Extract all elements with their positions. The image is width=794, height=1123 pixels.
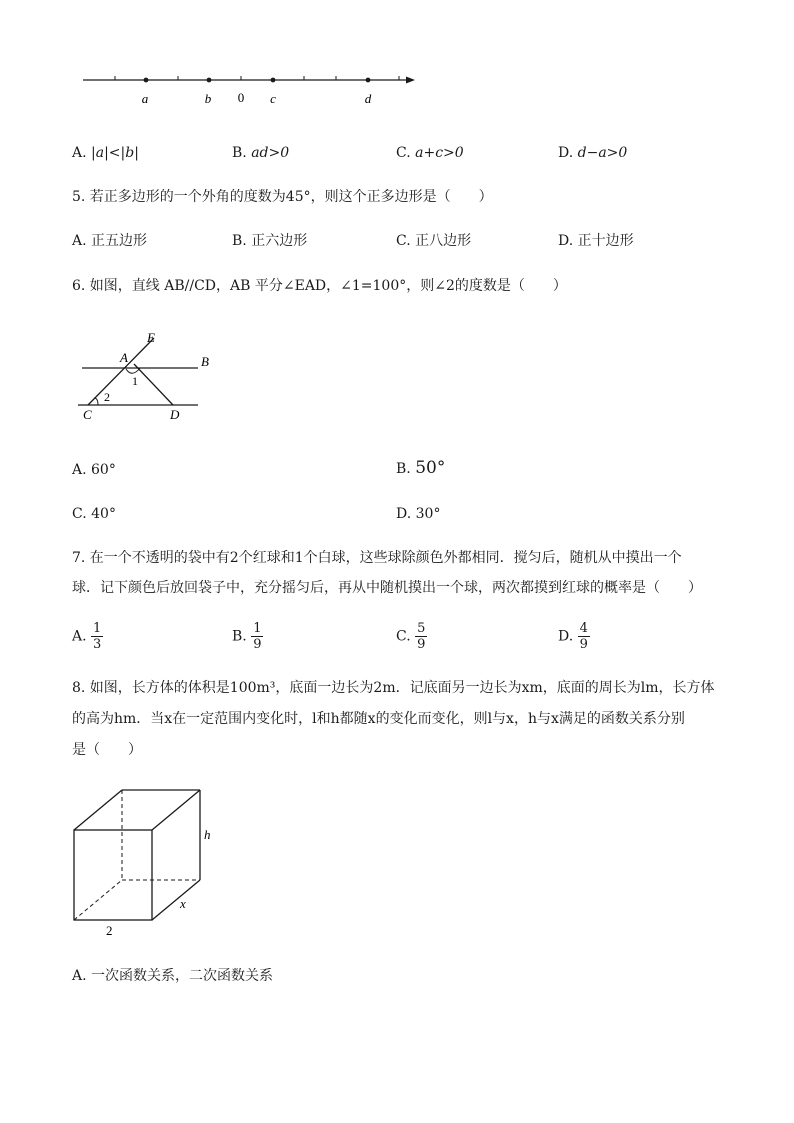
option-text: 50° xyxy=(415,458,446,478)
numberline-label-d: d xyxy=(364,91,372,106)
option-letter: D. xyxy=(396,506,412,522)
option-letter: A. xyxy=(72,968,87,984)
denominator: 3 xyxy=(93,637,102,652)
option-letter: B. xyxy=(232,233,247,249)
q8-cuboid-figure xyxy=(66,782,226,942)
q5-option-c[interactable] xyxy=(396,231,471,251)
option-text: 60° xyxy=(91,462,116,478)
q4-option-b[interactable] xyxy=(232,143,289,163)
numerator: 4 xyxy=(579,621,588,636)
q5-option-b[interactable] xyxy=(232,231,307,251)
figure-label-b: B xyxy=(201,354,209,369)
option-text: |a|<|b| xyxy=(91,145,139,161)
option-letter: A. xyxy=(72,462,87,478)
q7-stem-line1: 7. 在一个不透明的袋中有2个红球和1个白球，这些球除颜色外都相同．搅匀后，随机从中摸出一个 xyxy=(72,550,682,566)
q4-option-c[interactable] xyxy=(396,143,464,163)
fraction xyxy=(91,621,103,652)
q8-stem-line3: 是（ ） xyxy=(72,742,142,758)
numerator: 1 xyxy=(253,621,262,636)
figure-label-h: h xyxy=(204,827,211,842)
q6-parallel-lines-figure xyxy=(70,326,230,426)
option-letter: D. xyxy=(558,145,574,161)
option-letter: D. xyxy=(558,628,574,645)
numerator: 5 xyxy=(417,621,426,636)
q7-option-a[interactable] xyxy=(72,621,103,652)
q7-option-b[interactable] xyxy=(232,621,263,652)
option-letter: C. xyxy=(396,145,411,161)
numerator: 1 xyxy=(93,621,102,636)
option-letter: C. xyxy=(396,628,411,645)
option-letter: A. xyxy=(72,145,87,161)
option-text: a+c>0 xyxy=(415,145,464,161)
option-text: 40° xyxy=(91,506,116,522)
q8-stem-line1: 8. 如图，长方体的体积是100m³，底面一边长为2m．记底面另一边长为xm，底面的周长为lm，长方体 xyxy=(72,680,715,696)
option-text: 正六边形 xyxy=(251,233,308,249)
q6-option-a[interactable] xyxy=(72,460,116,480)
numberline-label-c: c xyxy=(270,91,276,106)
option-text: d−a>0 xyxy=(577,145,628,161)
numberline-label-a: a xyxy=(141,91,149,106)
numberline-label-b: b xyxy=(204,91,212,106)
q5-stem: 5. 若正多边形的一个外角的度数为45°，则这个正多边形是（ ） xyxy=(72,189,493,205)
figure-label-x: x xyxy=(180,896,186,911)
figure-label-2: 2 xyxy=(106,923,113,938)
fraction xyxy=(578,621,590,652)
q5-option-a[interactable] xyxy=(72,231,147,251)
figure-label-c: C xyxy=(83,407,92,422)
denominator: 9 xyxy=(579,637,588,652)
denominator: 9 xyxy=(253,637,262,652)
q5-option-d[interactable] xyxy=(558,231,634,251)
numberline-label-zero: 0 xyxy=(237,90,245,105)
option-letter: D. xyxy=(558,233,574,249)
option-letter: B. xyxy=(396,461,411,477)
option-text: ad>0 xyxy=(251,145,290,161)
option-text: 正八边形 xyxy=(415,233,472,249)
option-letter: A. xyxy=(72,233,87,249)
q4-option-d[interactable] xyxy=(558,143,627,163)
fraction xyxy=(415,621,427,652)
figure-label-e: E xyxy=(147,330,155,345)
option-letter: B. xyxy=(232,145,247,161)
q8-stem-line2: 的高为hm．当x在一定范围内变化时，l和h都随x的变化而变化，则l与x，h与x满足的函数关系分别 xyxy=(72,711,685,727)
figure-label-angle1: 1 xyxy=(132,374,138,388)
option-letter: C. xyxy=(396,233,411,249)
option-letter: B. xyxy=(232,628,247,645)
q4-option-a[interactable] xyxy=(72,143,139,163)
q6-option-c[interactable] xyxy=(72,504,116,524)
q6-option-b[interactable] xyxy=(396,458,445,479)
option-letter: C. xyxy=(72,506,87,522)
figure-label-angle2: 2 xyxy=(104,390,110,404)
q6-stem: 6. 如图，直线 AB//CD，AB 平分∠EAD，∠1=100°，则∠2的度数是（ ） xyxy=(72,278,567,294)
q7-option-c[interactable] xyxy=(396,621,427,652)
option-text: 一次函数关系，二次函数关系 xyxy=(91,968,274,984)
figure-label-d: D xyxy=(170,407,180,422)
fraction xyxy=(251,621,263,652)
option-text: 正十边形 xyxy=(577,233,634,249)
number-line-figure xyxy=(75,66,425,110)
q7-option-d[interactable] xyxy=(558,621,590,652)
option-letter: A. xyxy=(72,628,87,645)
denominator: 9 xyxy=(417,637,426,652)
q8-option-a[interactable] xyxy=(72,966,273,986)
figure-label-a: A xyxy=(120,350,128,365)
q6-option-d[interactable] xyxy=(396,504,440,524)
q7-stem-line2: 球．记下颜色后放回袋子中，充分摇匀后，再从中随机摸出一个球，两次都摸到红球的概率是（ ） xyxy=(72,580,702,596)
option-text: 30° xyxy=(415,506,441,522)
option-text: 正五边形 xyxy=(91,233,148,249)
